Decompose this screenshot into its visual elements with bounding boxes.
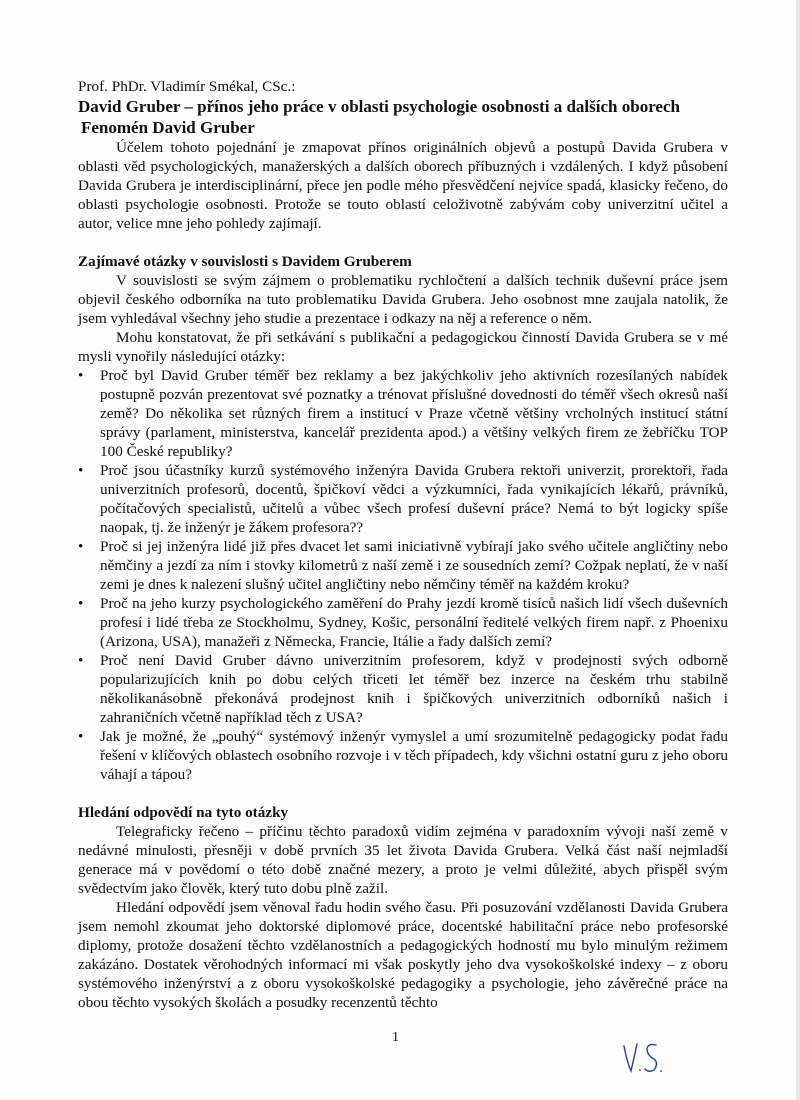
paragraph: Hledání odpovědí jsem věnoval řadu hodin svého času. Při posuzování vzdělanosti Davida Grubera jsem nemohl zkoumat jeho doktorské diplomové práce, docentské habilitační práce nebo profesorské diplomy, protože dosažení těchto vzdělanostních a pedagogických hodností mu bylo minulým režimem zakázáno. Dostatek věrohodných informací mi však poskytly jeho dva vysokoškolské indexy – z oboru systémového inženýrství a z oboru vysokoškolské pedagogiky a psychologie, jeho závěrečné práce na obou těchto vysokých školách a posudky recenzentů těchto [78, 899, 728, 1011]
list-item-text: Proč není David Gruber dávno univerzitním profesorem, když v prodejnosti svých odborně popularizujících knih po dobu celých třiceti let téměř bez inzerce na českém trhu stabilně několikanásobně překonává prodejnost knih i špičkových univerzitních odborníků našich i zahraničních včetně například těch z USA? [100, 652, 728, 726]
spacer [78, 784, 728, 803]
bullet-icon: • [78, 595, 84, 612]
bullet-icon: • [78, 462, 84, 479]
bullet-icon: • [78, 538, 84, 555]
document-title: David Gruber – přínos jeho práce v oblasti psychologie osobnosti a dalších oborech [78, 97, 680, 116]
question-list [78, 366, 728, 784]
spacer [78, 233, 728, 252]
bullet-icon: • [78, 728, 84, 745]
list-item-text: Proč jsou účastníky kurzů systémového inženýra Davida Grubera rektoři univerzit, prorektoři, řada univerzitních profesorů, docentů, špičkoví vědci a výzkumníci, řada vynikajících lékařů, právníků, počítačových specialistů, učitelů a vůbec všech profesí duševní práce? Nemá to být logicky spíše naopak, tj. že inženýr je žákem profesora?? [100, 462, 728, 536]
section-heading-answers: Hledání odpovědí na tyto otázky [78, 804, 289, 821]
author-line: Prof. PhDr. Vladimír Smékal, CSc.: [78, 78, 296, 95]
paragraph: V souvislosti se svým zájmem o problematiku rychločtení a dalších technik duševní práce jsem objevil českého odborníka na tuto problematiku Davida Grubera. Jeho osobnost mne zaujala natolik, že jsem vyhledával všechny jeho studie a prezentace i odkazy na něj a reference o něm. [78, 272, 728, 327]
bullet-icon: • [78, 652, 84, 669]
list-item-text: Proč na jeho kurzy psychologického zaměření do Prahy jezdí kromě tisíců našich lidí všech duševních profesí i lidé třeba ze Stockholmu, Sydney, Košic, personální ředitelé velkých firem např. z Phoenixu (Arizona, USA), manažeři z Německa, Francie, Itálie a řady dalších zemí? [100, 595, 728, 650]
section-heading-questions: Zajímavé otázky v souvislosti s Davidem Gruberem [78, 253, 412, 270]
signature-icon [620, 1038, 670, 1078]
list-item [78, 594, 728, 651]
list-item [78, 727, 728, 784]
list-item-text: Proč byl David Gruber téměř bez reklamy a bez jakýchkoliv jeho aktivních rozesílaných nabídek postupně pozván prezentovat své poznatky a trénovat příslušné dovednosti do téměř všech okresů naší země? Do několika set různých firem a institucí v Praze včetně většiny vrcholných institucí státní správy (parlament, ministerstva, kancelář prezidenta apod.) a většiny velkých firem ze žebříčku TOP 100 České republiky? [100, 367, 728, 460]
document-body [78, 77, 728, 1012]
document-subtitle: Fenomén David Gruber [81, 118, 255, 137]
bullet-icon: • [78, 367, 84, 384]
list-item-text: Proč si jej inženýra lidé již přes dvacet let sami iniciativně vybírají jako svého učitele angličtiny nebo němčiny a jezdí za ním i stovky kilometrů z naší země i ze sousedních zemí? Cožpak neplatí, že v naší zemi je dnes k nalezení slušný učitel angličtiny nebo němčiny téměř na každém kroku? [100, 538, 728, 593]
paragraph: Mohu konstatovat, že při setkávání s publikační a pedagogickou činností Davida Grubera se v mé mysli vynořily následující otázky: [78, 329, 728, 365]
list-item-text: Jak je možné, že „pouhý“ systémový inženýr vymyslel a umí srozumitelně pedagogicky podat řadu řešení v klíčových oblastech osobního rozvoje i v těch případech, kdy všichni ostatní guru z jeho oboru váhají a tápou? [100, 728, 728, 783]
list-item [78, 366, 728, 461]
paragraph: Telegraficky řečeno – příčinu těchto paradoxů vidím zejména v paradoxním vývoji naší země v nedávné minulosti, přesněji v době prvních 35 let života Davida Grubera. Velká část naší nejmladší generace má v povědomí o této době značné mezery, a proto je velmi důležité, abych přispěl svým svědectvím jako člověk, který tuto dobu plně zažil. [78, 823, 728, 897]
scan-edge [796, 0, 800, 1100]
list-item [78, 651, 728, 727]
page-number: 1 [392, 1030, 399, 1045]
list-item [78, 537, 728, 594]
list-item [78, 461, 728, 537]
intro-paragraph: Účelem tohoto pojednání je zmapovat přínos originálních objevů a postupů Davida Grubera v oblasti věd psychologických, manažerských a dalších oborech příbuzných i vzdálených. I když působení Davida Grubera je interdisciplinární, přece jen podle mého přesvědčení nejvíce spadá, klasicky řečeno, do oblasti psychologie osobnosti. Protože se touto oblastí celoživotně zabývám coby univerzitní učitel a autor, velice mne jeho pohledy zajímají. [78, 139, 728, 232]
